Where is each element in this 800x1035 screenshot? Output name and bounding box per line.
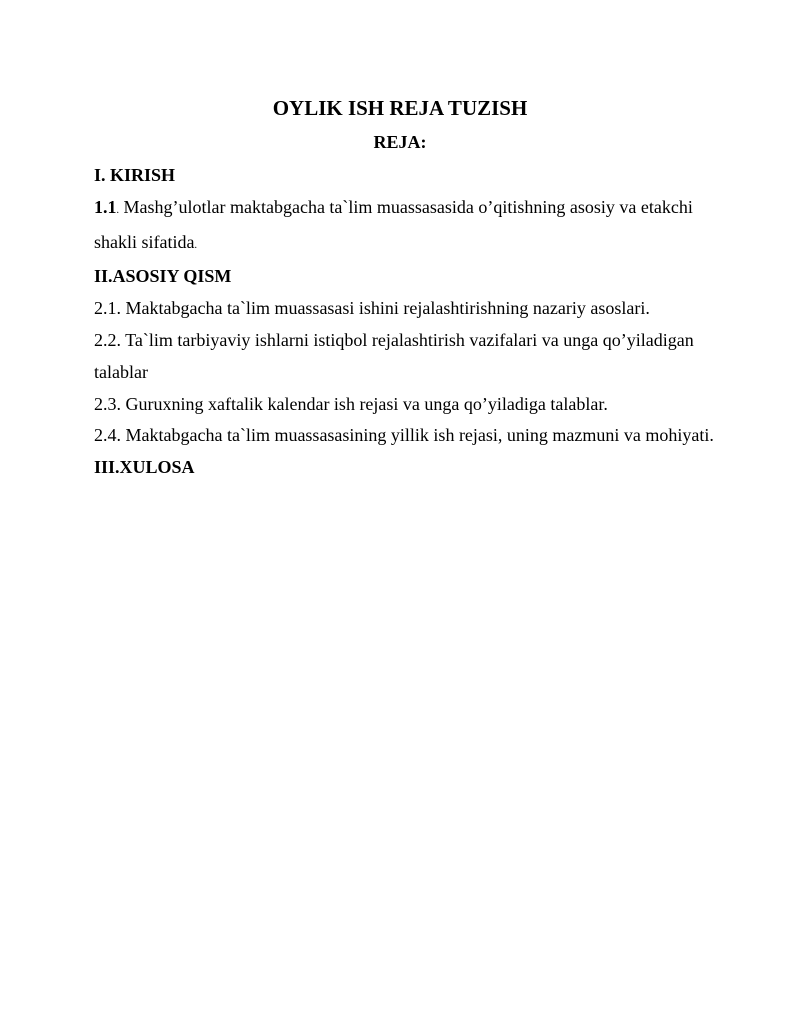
item-text: Mashg’ulotlar maktabgacha ta`lim muassasasida o’qitishning asosiy va etakchi shakli sifatida	[94, 196, 693, 252]
list-item-2-4: 2.4. Maktabgacha ta`lim muassasasining yillik ish rejasi, uning mazmuni va mohiyati.	[94, 425, 714, 446]
page-title: OYLIK ISH REJA TUZISH	[272, 96, 528, 120]
document-body	[94, 160, 714, 484]
section-heading-asosiy-qism: II.ASOSIY QISM	[94, 266, 232, 287]
list-item-2-2: 2.2. Ta`lim tarbiyaviy ishlarni istiqbol rejalashtirish vazifalari va unga qo’yiladigan talablar	[94, 329, 694, 382]
list-item-2-1: 2.1. Maktabgacha ta`lim muassasasi ishini rejalashtirishning nazariy asoslari.	[94, 298, 650, 319]
section-heading-kirish: I. KIRISH	[94, 165, 176, 185]
item-number: 1.1	[94, 196, 117, 217]
list-item-2-3: 2.3. Guruxning xaftalik kalendar ish rejasi va unga qo’yiladiga talablar.	[94, 393, 608, 414]
section-heading-xulosa: III.XULOSA	[94, 457, 195, 478]
list-item-1-1	[94, 192, 714, 262]
item-number-dot: .	[116, 204, 119, 216]
item-end-dot: .	[194, 239, 197, 251]
page-subtitle: REJA:	[373, 132, 427, 152]
